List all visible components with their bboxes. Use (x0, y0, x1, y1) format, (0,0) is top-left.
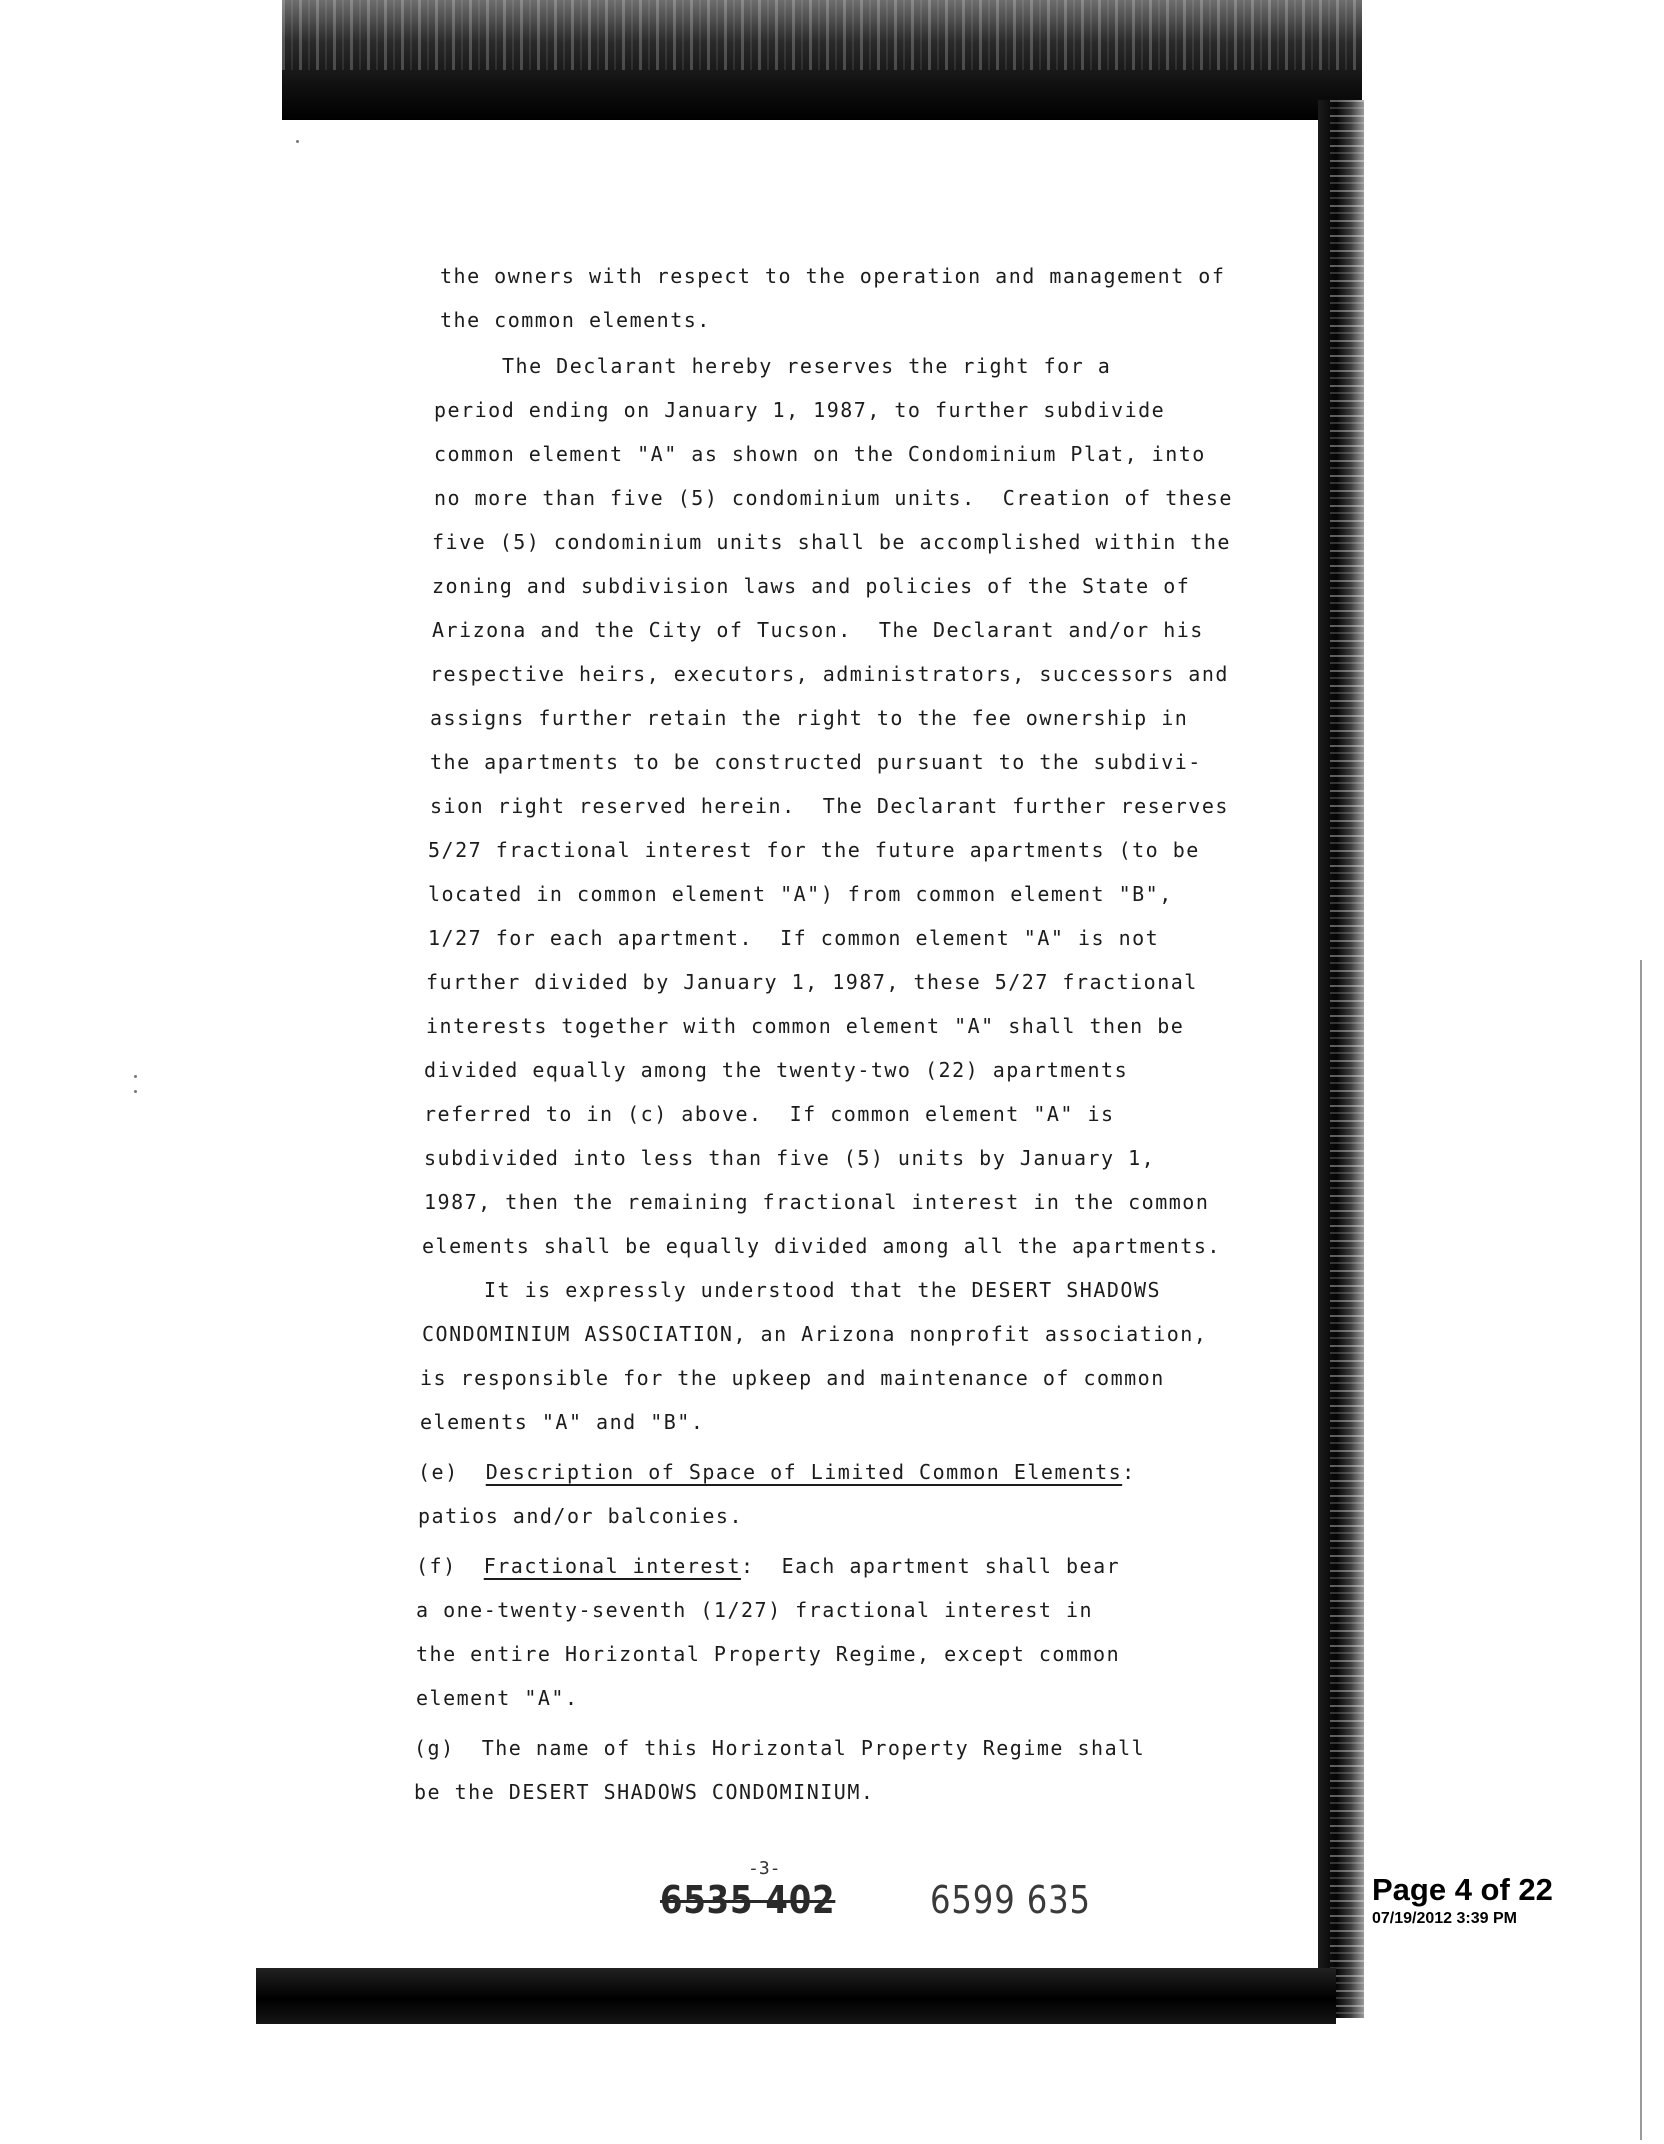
text-line: assigns further retain the right to the fee ownership in (430, 706, 1189, 730)
text-line: the owners with respect to the operation and management of (440, 264, 1226, 288)
text-line: a one-twenty-seventh (1/27) fractional interest in (416, 1598, 1094, 1622)
text-line: elements "A" and "B". (420, 1410, 705, 1434)
text-line: referred to in (c) above. If common element "A" is (424, 1102, 1115, 1126)
scan-speck (296, 140, 299, 143)
text-line: divided equally among the twenty-two (22) apartments (424, 1058, 1129, 1082)
heading-colon: : (1122, 1460, 1136, 1484)
section-marker: (f) (416, 1554, 457, 1578)
text-line: five (5) condominium units shall be accomplished within the (432, 530, 1231, 554)
text-line: The Declarant hereby reserves the right for a (502, 354, 1112, 378)
heading-colon: : (741, 1554, 755, 1578)
text-line: sion right reserved herein. The Declarant further reserves (430, 794, 1229, 818)
scan-bottom-edge (256, 1968, 1336, 2024)
section-f-heading-line (416, 1552, 1120, 1580)
section-heading: Description of Space of Limited Common Elements (485, 1460, 1123, 1484)
text-line: common element "A" as shown on the Condominium Plat, into (434, 442, 1206, 466)
text-line: CONDOMINIUM ASSOCIATION, an Arizona nonprofit association, (422, 1322, 1208, 1346)
text-line: elements shall be equally divided among all the apartments. (422, 1234, 1221, 1258)
section-e-heading-line (418, 1458, 1136, 1486)
text-line: subdivided into less than five (5) units by January 1, (424, 1146, 1156, 1170)
text-line: 1/27 for each apartment. If common element "A" is not (428, 926, 1160, 950)
page-count-label: Page 4 of 22 (1372, 1872, 1553, 1907)
section-heading: Fractional interest (483, 1554, 741, 1578)
docket-stamp-struck: 6535 402 (660, 1878, 836, 1922)
text-line: It is expressly understood that the DESERT SHADOWS (484, 1278, 1162, 1302)
text-line: no more than five (5) condominium units. Creation of these (434, 486, 1233, 510)
scan-right-noise (1330, 100, 1364, 2018)
docket-stamp: 6599 635 (930, 1878, 1091, 1922)
text-line: further divided by January 1, 1987, these 5/27 fractional (426, 970, 1198, 994)
text-line: the entire Horizontal Property Regime, except common (416, 1642, 1121, 1666)
section-marker: (e) (418, 1460, 459, 1484)
text-line: interests together with common element "A" shall then be (426, 1014, 1185, 1038)
text-line: zoning and subdivision laws and policies of the State of (432, 574, 1191, 598)
text-line: respective heirs, executors, administrators, successors and (430, 662, 1229, 686)
text-line: Arizona and the City of Tucson. The Declarant and/or his (432, 618, 1204, 642)
text-line: located in common element "A") from common element "B", (428, 882, 1173, 906)
text-line: is responsible for the upkeep and maintenance of common (420, 1366, 1165, 1390)
scan-speck (134, 1090, 137, 1093)
text-line: period ending on January 1, 1987, to further subdivide (434, 398, 1166, 422)
text-line: be the DESERT SHADOWS CONDOMINIUM. (414, 1780, 875, 1804)
page-edge-line (1640, 960, 1642, 2140)
text-line: the apartments to be constructed pursuant to the subdivi- (430, 750, 1202, 774)
text-line: the common elements. (440, 308, 711, 332)
print-timestamp: 07/19/2012 3:39 PM (1372, 1910, 1517, 1927)
page-number: -3- (748, 1858, 781, 1879)
scan-top-noise (282, 0, 1362, 70)
text-line: 1987, then the remaining fractional interest in the common (424, 1190, 1210, 1214)
text-line: element "A". (416, 1686, 579, 1710)
text-line: Each apartment shall bear (781, 1554, 1121, 1578)
scan-speck (134, 1075, 137, 1078)
text-line: (g) The name of this Horizontal Property Regime shall (414, 1736, 1146, 1760)
text-line: 5/27 fractional interest for the future apartments (to be (428, 838, 1200, 862)
text-line: patios and/or balconies. (418, 1504, 743, 1528)
